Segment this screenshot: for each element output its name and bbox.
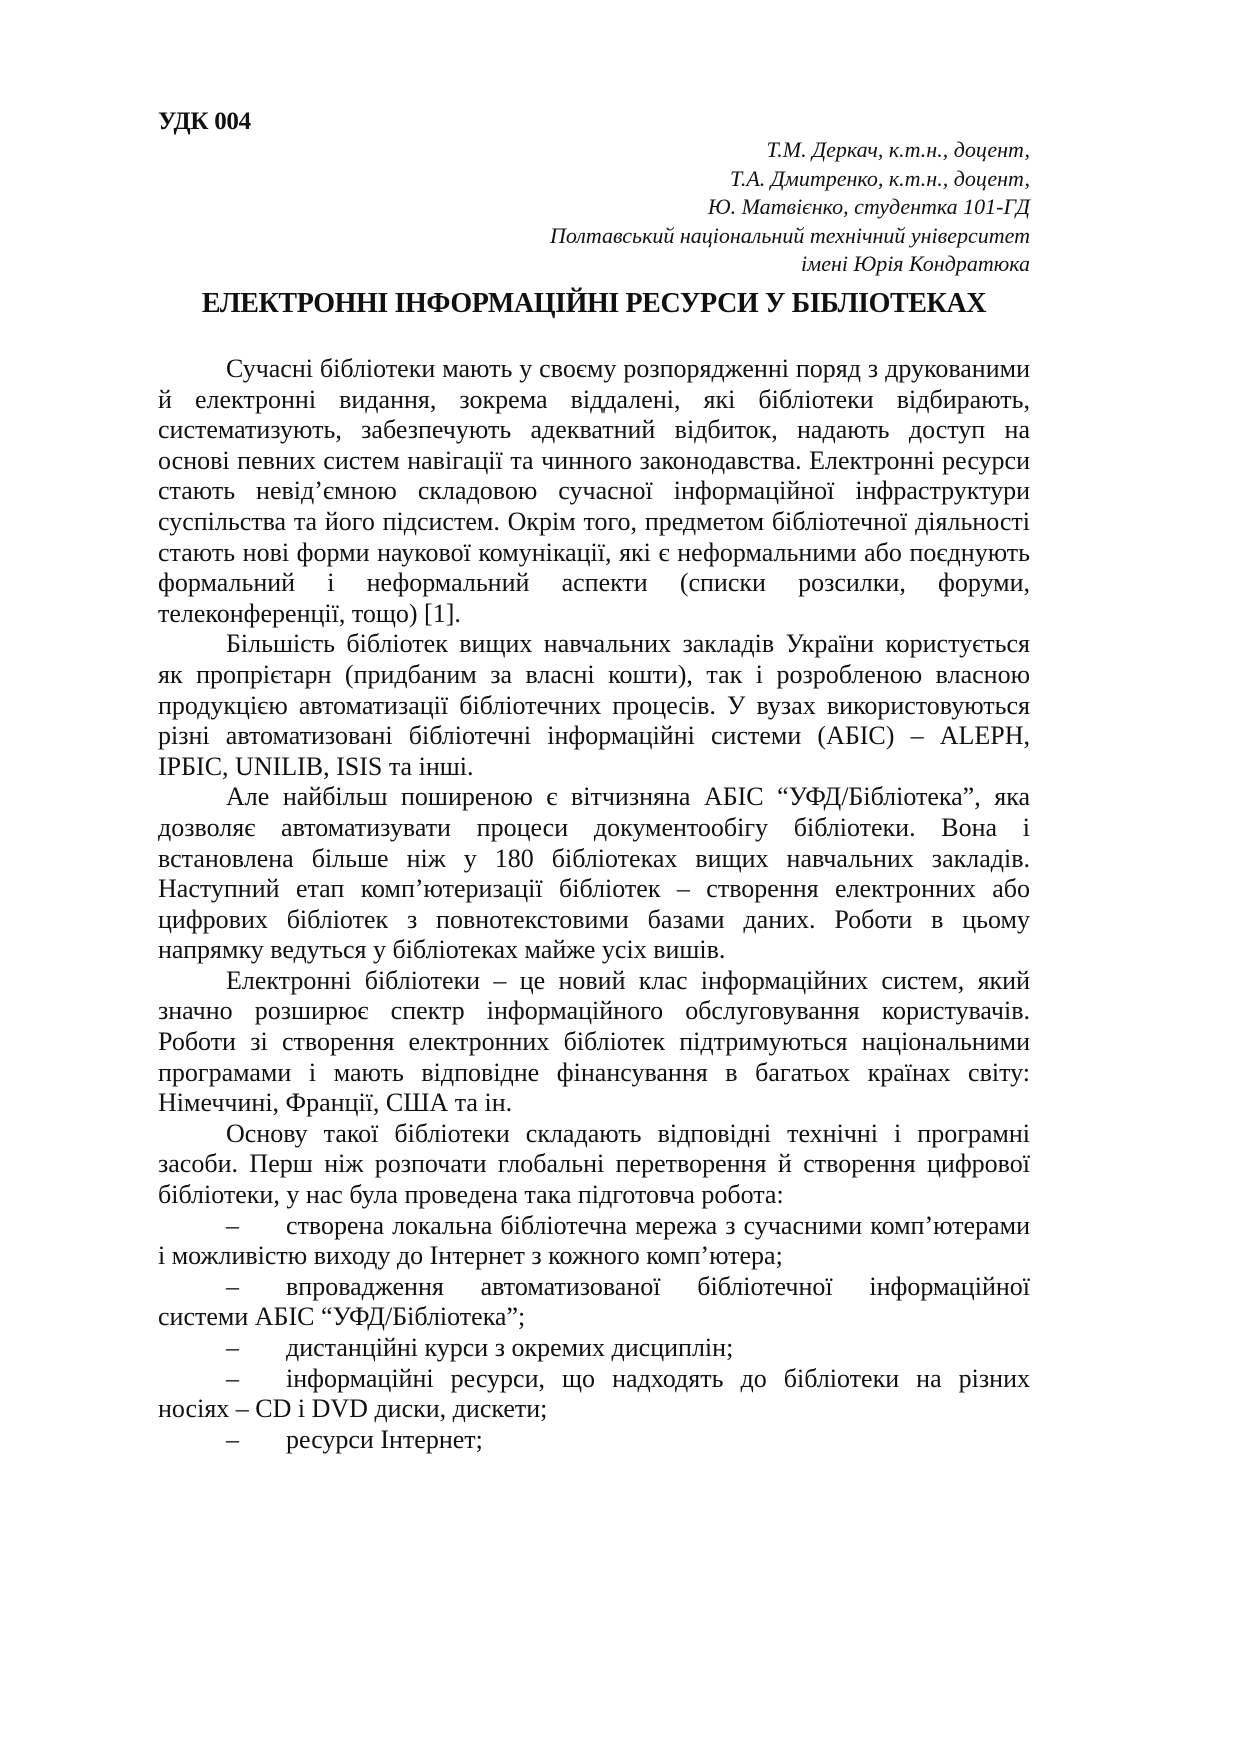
- paragraph: Сучасні бібліотеки мають у своєму розпорядженні поряд з друкованими й електронні видання, зокрема віддалені, які бібліотеки відбирають, систематизують, забезпечують адекватний відбиток, надають доступ на основі певних систем навігації та чинного законодавства. Електронні ресурси стають невід’ємною складовою сучасної інформаційної інфраструктури суспільства та його підсистем. Окрім того, предметом бібліотечної діяльності стають нові форми наукової комунікації, які є неформальними або поєднують формальний і неформальний аспекти (списки розсилки, форуми, телеконференції, тощо) [1].: [158, 354, 1030, 628]
- article-body: [158, 354, 1030, 1455]
- affiliation-line: Полтавський національний технічний університет: [549, 222, 1030, 248]
- paragraph: Електронні бібліотеки – це новий клас інформаційних систем, який значно розширює спектр інформаційного обслуговування користувачів. Роботи зі створення електронних бібліотек підтримуються національними програмами і мають відповідне фінансування в багатьох країнах світу: Німеччині, Франції, США та ін.: [158, 965, 1030, 1118]
- author-line: Ю. Матвієнко, студентка 101-ГД: [707, 194, 1030, 219]
- dash-bullet: –: [226, 1424, 239, 1454]
- paragraph: Основу такої бібліотеки складають відповідні технічні і програмні засоби. Перш ніж розпочати глобальні перетворення й створення цифрової бібліотеки, у нас була проведена така підготовча робота:: [158, 1118, 1030, 1210]
- list-item-text: створена локальна бібліотечна мережа з сучасними комп’ютерами і можливістю виходу до Інтернет з кожного комп’ютера;: [158, 1210, 1030, 1271]
- list-item-text: ресурси Інтернет;: [286, 1424, 483, 1454]
- list-item: [158, 1211, 1030, 1272]
- paragraph: Але найбільш поширеною є вітчизняна АБІС “УФД/Бібліотека”, яка дозволяє автоматизувати процеси документообігу бібліотеки. Вона і встановлена більше ніж у 180 бібліотеках вищих навчальних закладів. Наступний етап комп’ютеризації бібліотек – створення електронних або цифрових бібліотек з повнотекстовими базами даних. Роботи в цьому напрямку ведуться у бібліотеках майже усіх вишів.: [158, 782, 1030, 965]
- article-title: ЕЛЕКТРОННІ ІНФОРМАЦІЙНІ РЕСУРСИ У БІБЛІОТЕКАХ: [201, 288, 987, 319]
- dash-bullet: –: [226, 1333, 239, 1362]
- list-item: [158, 1364, 1030, 1425]
- list-item-text: впровадження автоматизованої бібліотечної інформаційної системи АБІС “УФД/Бібліотека”;: [158, 1271, 1030, 1332]
- list-item: [158, 1272, 1030, 1333]
- author-line: Т.М. Деркач, к.т.н., доцент,: [766, 137, 1030, 162]
- dash-bullet: –: [226, 1210, 239, 1240]
- author-block: [550, 136, 1030, 279]
- affiliation-line: імені Юрія Кондратюка: [801, 251, 1030, 276]
- list-item-text: дистанційні курси з окремих дисциплін;: [286, 1333, 734, 1362]
- dash-bullet: –: [226, 1363, 239, 1393]
- preparation-list: [158, 1211, 1030, 1456]
- udk-code: УДК 004: [158, 108, 251, 135]
- author-line: Т.А. Дмитренко, к.т.н., доцент,: [730, 165, 1030, 191]
- list-item: [158, 1425, 1030, 1456]
- list-item: [158, 1333, 1030, 1364]
- dash-bullet: –: [226, 1271, 239, 1301]
- list-item-text: інформаційні ресурси, що надходять до бібліотеки на різних носіях – CD і DVD диски, дискети;: [158, 1363, 1030, 1424]
- paragraph: Більшість бібліотек вищих навчальних закладів України користується як пропрієтарн (придбаним за власні кошти), так і розробленою власною продукцією автоматизації бібліотечних процесів. У вузах використовуються різні автоматизовані бібліотечні інформаційні системи (АБІС) – ALEPH, ІРБІС, UNILIB, ISIS та інші.: [158, 629, 1030, 781]
